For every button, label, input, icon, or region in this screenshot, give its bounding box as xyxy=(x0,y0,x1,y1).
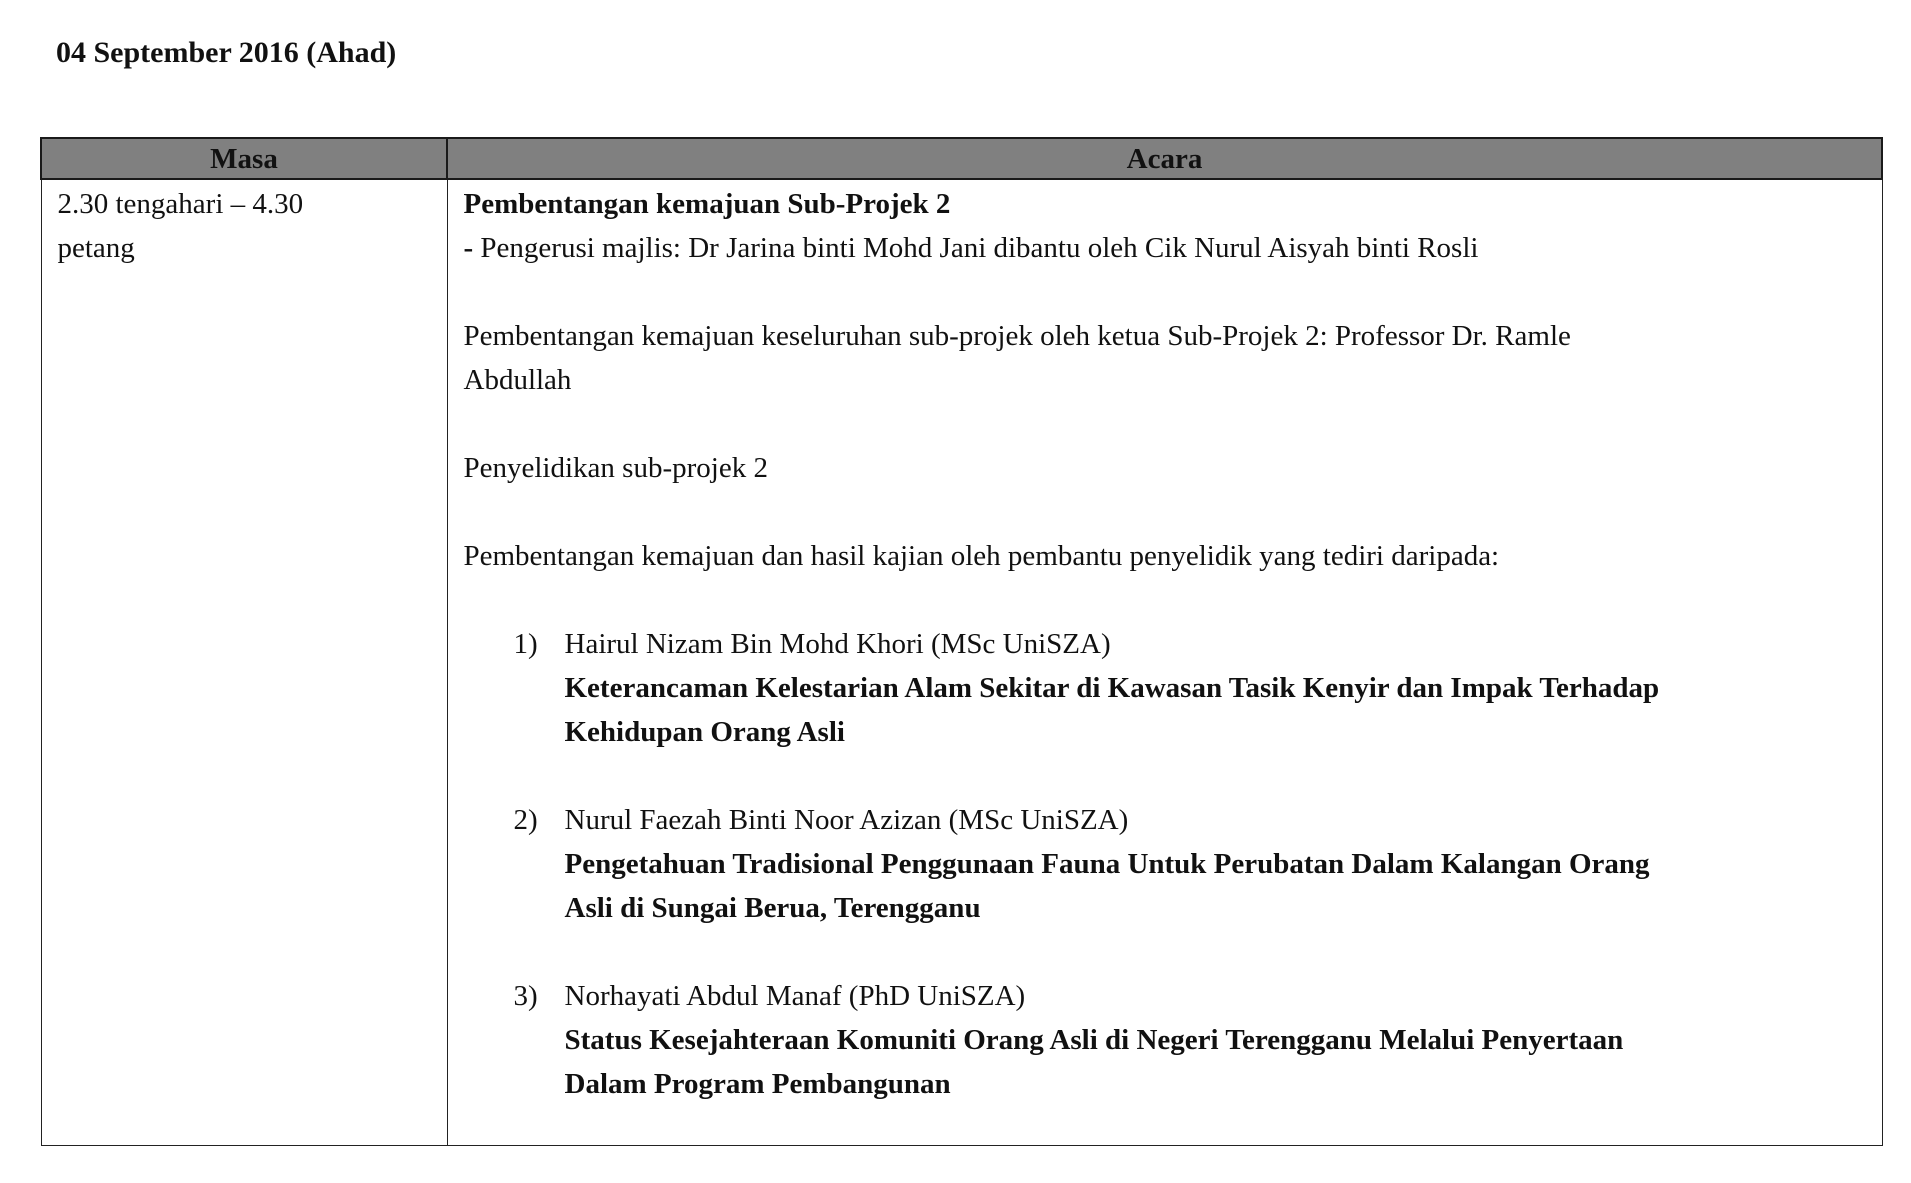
presentation-title-line-2: Dalam Program Pembangunan xyxy=(564,1068,951,1100)
presenter-number: 3) xyxy=(513,980,538,1012)
presenter-name: Nurul Faezah Binti Noor Azizan (MSc UniSZA) xyxy=(564,804,1129,836)
presenter-item xyxy=(514,622,1862,754)
presenter-item xyxy=(514,798,1862,930)
schedule-table xyxy=(40,137,1883,1146)
time-line-1: 2.30 tengahari – 4.30 xyxy=(57,188,304,220)
table-header-row xyxy=(41,138,1882,179)
research-heading: Penyelidikan sub-projek 2 xyxy=(463,452,768,484)
presenter-number: 1) xyxy=(513,628,538,660)
table-row xyxy=(41,179,1882,1146)
presentation-title-line-2: Asli di Sungai Berua, Terengganu xyxy=(564,892,981,924)
session-title: Pembentangan kemajuan Sub-Projek 2 xyxy=(463,188,951,220)
spacer xyxy=(464,490,1862,534)
presentation-title-line-2: Kehidupan Orang Asli xyxy=(564,716,845,748)
date-title: 04 September 2016 (Ahad) xyxy=(56,36,397,69)
presenter-name: Hairul Nizam Bin Mohd Khori (MSc UniSZA) xyxy=(564,628,1111,660)
column-header-acara: Acara xyxy=(447,138,1882,179)
cell-masa xyxy=(41,179,447,1146)
chair-text: Pengerusi majlis: Dr Jarina binti Mohd Jani dibantu oleh Cik Nurul Aisyah binti Rosli xyxy=(473,232,1479,264)
presenter-item xyxy=(514,974,1862,1106)
session-chair xyxy=(464,226,1862,270)
presenter-number: 2) xyxy=(513,804,538,836)
presenters-intro: Pembentangan kemajuan dan hasil kajian oleh pembantu penyelidik yang tediri daripada: xyxy=(463,540,1500,572)
chair-dash: - xyxy=(463,232,474,264)
cell-acara xyxy=(447,179,1882,1146)
overall-presentation-line-1: Pembentangan kemajuan keseluruhan sub-projek oleh ketua Sub-Projek 2: Professor Dr. Ramle xyxy=(463,320,1571,352)
time-line-2: petang xyxy=(57,232,135,264)
presenter-list xyxy=(464,622,1862,1106)
spacer xyxy=(464,402,1862,446)
presentation-title-line-1: Status Kesejahteraan Komuniti Orang Asli di Negeri Terengganu Melalui Penyertaan xyxy=(564,1024,1624,1056)
spacer xyxy=(464,270,1862,314)
presentation-title-line-1: Keterancaman Kelestarian Alam Sekitar di Kawasan Tasik Kenyir dan Impak Terhadap xyxy=(564,672,1660,704)
spacer xyxy=(464,578,1862,622)
presentation-title-line-1: Pengetahuan Tradisional Penggunaan Fauna Untuk Perubatan Dalam Kalangan Orang xyxy=(564,848,1650,880)
presenter-name: Norhayati Abdul Manaf (PhD UniSZA) xyxy=(564,980,1026,1012)
column-header-masa: Masa xyxy=(41,138,447,179)
overall-presentation-line-2: Abdullah xyxy=(463,364,572,396)
